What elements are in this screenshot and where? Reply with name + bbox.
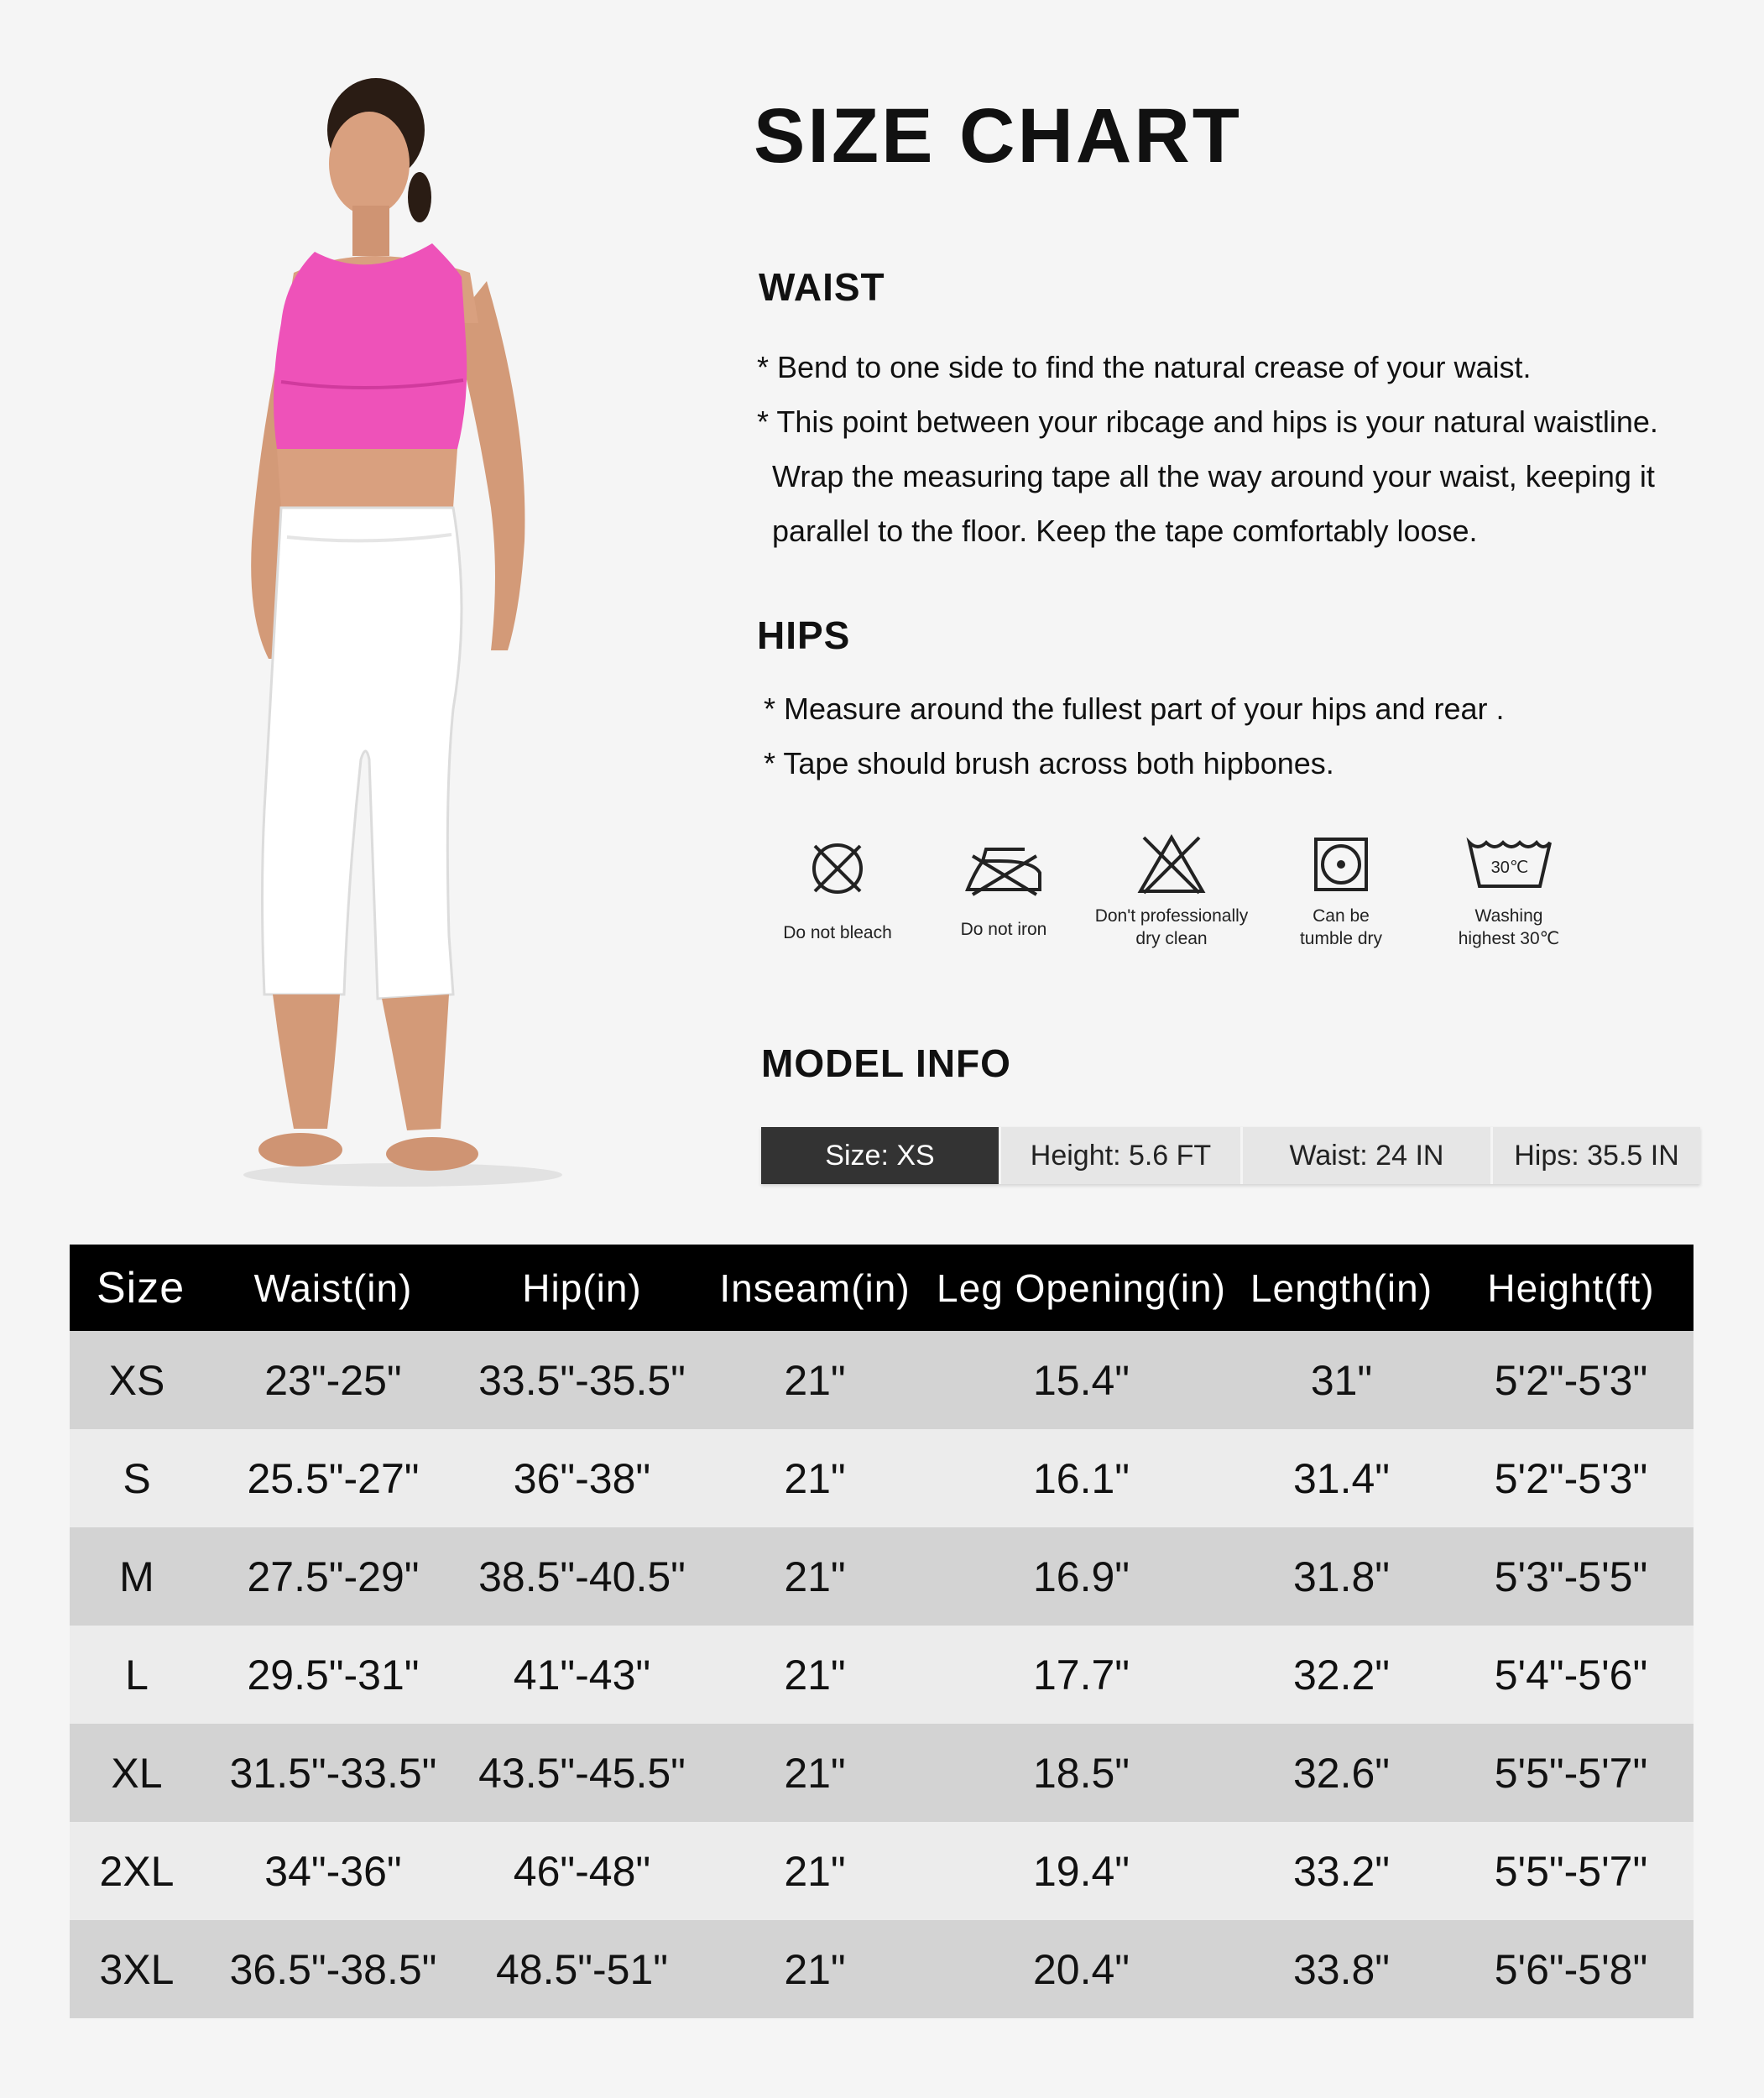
model-info-heading: MODEL INFO	[761, 1041, 1011, 1085]
cell-height: 5'2"-5'3"	[1448, 1331, 1694, 1429]
model-hips: Hips: 35.5 IN	[1490, 1127, 1700, 1184]
no-iron-icon	[958, 831, 1050, 906]
table-row	[70, 1822, 1694, 1920]
cell-leg-opening: 19.4"	[928, 1822, 1234, 1920]
waist-line: * Bend to one side to find the natural crease of your waist.	[757, 350, 1532, 384]
cell-leg-opening: 15.4"	[928, 1331, 1234, 1429]
model-waist: Waist: 24 IN	[1240, 1127, 1490, 1184]
care-item-tumble-dry	[1257, 831, 1425, 950]
cell-hip: 46"-48"	[462, 1822, 702, 1920]
cell-waist: 29.5"-31"	[204, 1626, 462, 1724]
cell-waist: 23"-25"	[204, 1331, 462, 1429]
size-table	[70, 1245, 1694, 2018]
cell-height: 5'6"-5'8"	[1448, 1920, 1694, 2018]
cell-height: 5'2"-5'3"	[1448, 1429, 1694, 1527]
wash-temp: 30℃	[1490, 859, 1529, 877]
table-row	[70, 1626, 1694, 1724]
care-item-wash-30	[1425, 831, 1593, 950]
cell-hip: 48.5"-51"	[462, 1920, 702, 2018]
table-row	[70, 1527, 1694, 1626]
cell-inseam: 21"	[702, 1626, 928, 1724]
model-size: Size: XS	[761, 1127, 999, 1184]
no-tumble-dry-icon	[1307, 831, 1375, 898]
waist-line: Wrap the measuring tape all the way around your waist, keeping it	[772, 459, 1655, 493]
col-header-waist: Waist(in)	[204, 1245, 462, 1331]
table-row	[70, 1920, 1694, 2018]
cell-length: 32.6"	[1234, 1724, 1448, 1822]
model-photo	[201, 71, 596, 1196]
cell-leg-opening: 16.9"	[928, 1527, 1234, 1626]
cell-leg-opening: 17.7"	[928, 1626, 1234, 1724]
care-item-no-dry-clean	[1088, 831, 1255, 950]
cell-inseam: 21"	[702, 1429, 928, 1527]
hips-line: * Measure around the fullest part of your hips and rear .	[764, 692, 1505, 726]
waist-line: * This point between your ribcage and hips is your natural waistline.	[757, 404, 1658, 439]
table-row	[70, 1331, 1694, 1429]
cell-size: XS	[70, 1331, 204, 1429]
cell-size: XL	[70, 1724, 204, 1822]
cell-inseam: 21"	[702, 1724, 928, 1822]
cell-size: L	[70, 1626, 204, 1724]
table-header-row	[70, 1245, 1694, 1331]
cell-height: 5'5"-5'7"	[1448, 1822, 1694, 1920]
care-label: Can be tumble dry	[1299, 906, 1383, 948]
care-item-no-iron	[920, 831, 1088, 941]
cell-inseam: 21"	[702, 1527, 928, 1626]
cell-waist: 36.5"-38.5"	[204, 1920, 462, 2018]
cell-hip: 38.5"-40.5"	[462, 1527, 702, 1626]
cell-waist: 34"-36"	[204, 1822, 462, 1920]
col-header-hip: Hip(in)	[462, 1245, 702, 1331]
col-header-height: Height(ft)	[1448, 1245, 1694, 1331]
care-label: Do not bleach	[783, 923, 892, 942]
no-bleach-icon	[800, 831, 875, 906]
cell-height: 5'5"-5'7"	[1448, 1724, 1694, 1822]
model-info-bar	[761, 1127, 1700, 1184]
cell-leg-opening: 18.5"	[928, 1724, 1234, 1822]
cell-length: 31.8"	[1234, 1527, 1448, 1626]
cell-hip: 41"-43"	[462, 1626, 702, 1724]
hips-line: * Tape should brush across both hipbones.	[764, 746, 1334, 780]
waist-line: parallel to the floor. Keep the tape comfortably loose.	[772, 514, 1478, 548]
cell-size: M	[70, 1527, 204, 1626]
cell-length: 31.4"	[1234, 1429, 1448, 1527]
waist-heading: WAIST	[759, 265, 885, 309]
care-label: Don't professionally dry clean	[1094, 906, 1249, 948]
cell-leg-opening: 20.4"	[928, 1920, 1234, 2018]
cell-size: S	[70, 1429, 204, 1527]
cell-length: 31"	[1234, 1331, 1448, 1429]
col-header-inseam: Inseam(in)	[702, 1245, 928, 1331]
table-row	[70, 1724, 1694, 1822]
cell-hip: 33.5"-35.5"	[462, 1331, 702, 1429]
model-height: Height: 5.6 FT	[999, 1127, 1240, 1184]
col-header-leg-opening: Leg Opening(in)	[928, 1245, 1234, 1331]
cell-waist: 27.5"-29"	[204, 1527, 462, 1626]
no-dry-clean-icon	[1134, 831, 1209, 898]
cell-hip: 36"-38"	[462, 1429, 702, 1527]
cell-length: 33.8"	[1234, 1920, 1448, 2018]
cell-length: 32.2"	[1234, 1626, 1448, 1724]
cell-waist: 31.5"-33.5"	[204, 1724, 462, 1822]
wash-30-icon	[1463, 831, 1555, 898]
cell-inseam: 21"	[702, 1822, 928, 1920]
cell-inseam: 21"	[702, 1331, 928, 1429]
cell-size: 3XL	[70, 1920, 204, 2018]
care-instructions	[754, 831, 1601, 965]
cell-height: 5'3"-5'5"	[1448, 1527, 1694, 1626]
cell-length: 33.2"	[1234, 1822, 1448, 1920]
cell-waist: 25.5"-27"	[204, 1429, 462, 1527]
col-header-size: Size	[70, 1245, 204, 1331]
cell-hip: 43.5"-45.5"	[462, 1724, 702, 1822]
cell-size: 2XL	[70, 1822, 204, 1920]
cell-inseam: 21"	[702, 1920, 928, 2018]
care-label: Washing highest 30℃	[1458, 906, 1560, 948]
care-item-no-bleach	[754, 831, 921, 944]
hips-instructions	[764, 681, 1505, 791]
hips-heading: HIPS	[757, 613, 851, 657]
cell-leg-opening: 16.1"	[928, 1429, 1234, 1527]
care-label: Do not iron	[960, 920, 1047, 939]
cell-height: 5'4"-5'6"	[1448, 1626, 1694, 1724]
col-header-length: Length(in)	[1234, 1245, 1448, 1331]
waist-instructions	[757, 340, 1658, 558]
page-title: SIZE CHART	[754, 93, 1242, 179]
table-row	[70, 1429, 1694, 1527]
